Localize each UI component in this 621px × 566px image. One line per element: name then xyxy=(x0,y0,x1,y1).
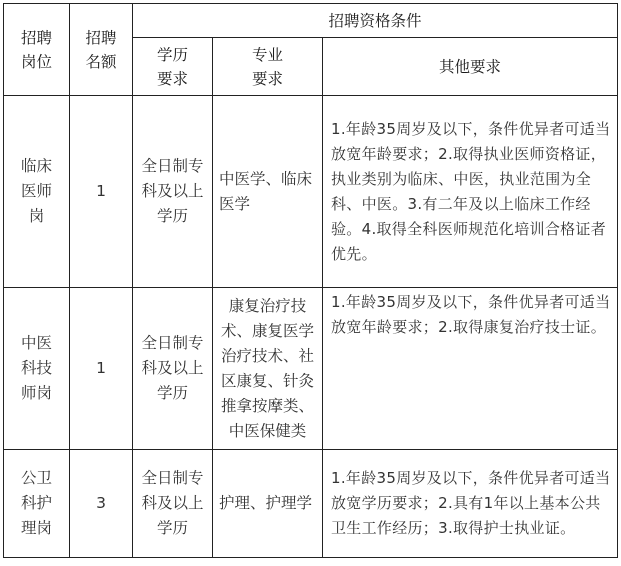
table-row xyxy=(4,96,618,288)
header-major xyxy=(213,38,323,96)
header-quota xyxy=(70,4,133,96)
header-position xyxy=(4,4,70,96)
row-education xyxy=(133,288,213,450)
header-quota-label: 招聘名额 xyxy=(85,28,117,71)
recruitment-table xyxy=(3,3,618,558)
header-qualifications: 招聘资格条件 xyxy=(133,4,618,38)
row-other: 1.年龄35周岁及以下，条件优异者可适当放宽学历要求；2.具有1年以上基本公共卫生工作经历；3.取得护士执业证。 xyxy=(323,450,618,558)
row-other: 1.年龄35周岁及以下，条件优异者可适当放宽年龄要求；2.取得执业医师资格证，执业类别为临床、中医，执业范围为全科、中医。3.有二年及以上临床工作经验。4.取得全科医师规范化培训合格证者优先。 xyxy=(323,96,618,288)
row-position xyxy=(4,450,70,558)
row-position xyxy=(4,288,70,450)
row-major-text: 康复治疗技术、康复医学治疗技术、社区康复、针灸推拿按摩类、中医保健类 xyxy=(220,296,314,440)
header-row-top xyxy=(4,4,618,38)
row-education-text: 全日制专科及以上学历 xyxy=(141,157,204,225)
row-quota: 1 xyxy=(70,288,133,450)
header-other: 其他要求 xyxy=(323,38,618,96)
row-position xyxy=(4,96,70,288)
table-row xyxy=(4,288,618,450)
row-education-text: 全日制专科及以上学历 xyxy=(141,469,204,537)
row-quota: 1 xyxy=(70,96,133,288)
row-major: 护理、护理学 xyxy=(213,450,323,558)
row-position-text: 临床医师岗 xyxy=(20,157,52,225)
table-row xyxy=(4,450,618,558)
row-major xyxy=(213,288,323,450)
header-position-label: 招聘岗位 xyxy=(20,28,52,71)
header-education xyxy=(133,38,213,96)
row-major: 中医学、临床医学 xyxy=(213,96,323,288)
row-other: 1.年龄35周岁及以下，条件优异者可适当放宽年龄要求；2.取得康复治疗技士证。 xyxy=(323,288,618,450)
header-major-label: 专业要求 xyxy=(251,45,283,88)
row-quota: 3 xyxy=(70,450,133,558)
row-position-text: 中医科技师岗 xyxy=(20,334,52,402)
row-position-text: 公卫科护理岗 xyxy=(20,469,52,537)
row-education xyxy=(133,96,213,288)
row-education-text: 全日制专科及以上学历 xyxy=(141,334,204,402)
row-education xyxy=(133,450,213,558)
header-education-label: 学历要求 xyxy=(156,45,188,88)
